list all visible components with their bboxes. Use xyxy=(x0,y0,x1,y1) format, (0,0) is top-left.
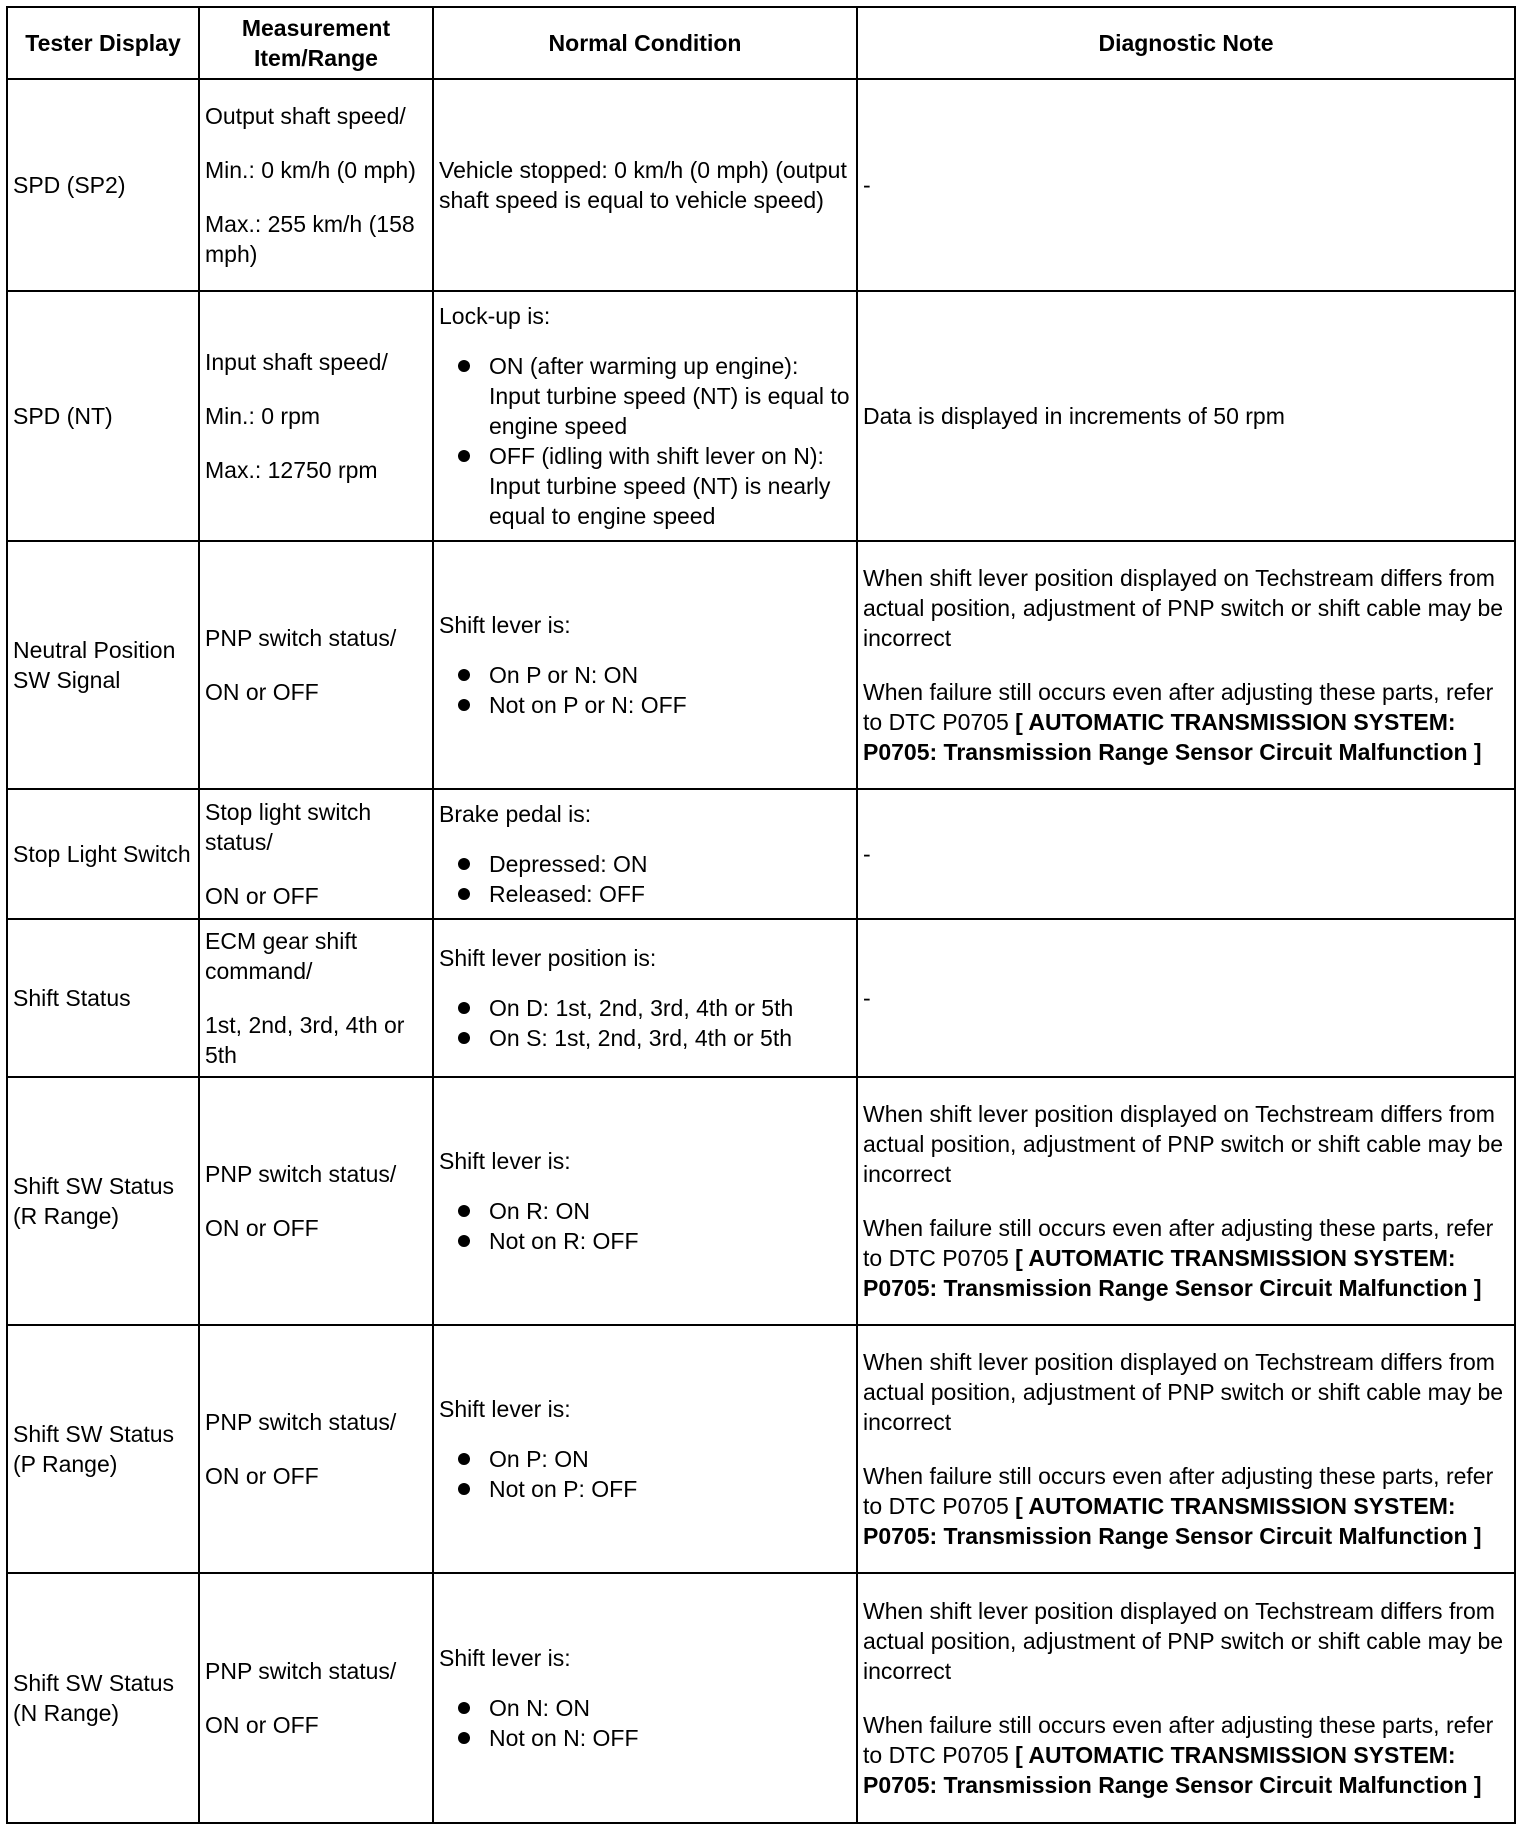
tester-display-cell: SPD (SP2) xyxy=(7,79,199,291)
measurement-line: PNP switch status/ xyxy=(205,1161,397,1187)
header-normal-condition: Normal Condition xyxy=(433,7,857,79)
dtc-reference: [ AUTOMATIC TRANSMISSION SYSTEM: P0705: Transmission Range Sensor Circuit Malfunction ] xyxy=(863,709,1482,765)
condition-list xyxy=(439,351,851,531)
measurement-cell xyxy=(199,919,433,1077)
tester-display-cell: Stop Light Switch xyxy=(7,789,199,919)
condition-intro: Vehicle stopped: 0 km/h (0 mph) (output shaft speed is equal to vehicle speed) xyxy=(439,157,847,213)
note-text: When failure still occurs even after adjusting these parts, refer to DTC P0705 xyxy=(863,1712,1494,1768)
table-row xyxy=(7,541,1515,789)
measurement-line: Max.: 255 km/h (158 mph) xyxy=(205,211,415,267)
condition-list xyxy=(439,1444,851,1504)
condition-intro: Shift lever position is: xyxy=(439,945,657,971)
note-paragraph: When shift lever position displayed on Techstream differs from actual position, adjustment of PNP switch or shift cable may be incorrect xyxy=(863,1598,1504,1684)
measurement-line: ECM gear shift command/ xyxy=(205,928,358,984)
condition-item: On P: ON xyxy=(439,1444,851,1474)
condition-item: On D: 1st, 2nd, 3rd, 4th or 5th xyxy=(439,993,851,1023)
measurement-cell xyxy=(199,789,433,919)
table-row xyxy=(7,789,1515,919)
diagnostic-note-cell xyxy=(857,1077,1515,1325)
measurement-cell xyxy=(199,1325,433,1573)
condition-item: Not on P: OFF xyxy=(439,1474,851,1504)
header-tester-display: Tester Display xyxy=(7,7,199,79)
normal-condition-cell xyxy=(433,79,857,291)
condition-item: On N: ON xyxy=(439,1693,851,1723)
note-paragraph xyxy=(863,677,1509,767)
measurement-line: Min.: 0 rpm xyxy=(205,403,321,429)
tester-display-cell: Shift Status xyxy=(7,919,199,1077)
note-text: When failure still occurs even after adjusting these parts, refer to DTC P0705 xyxy=(863,1463,1494,1519)
normal-condition-cell xyxy=(433,919,857,1077)
measurement-cell xyxy=(199,291,433,541)
normal-condition-cell xyxy=(433,291,857,541)
header-measurement-item: Measurement Item/Range xyxy=(199,7,433,79)
tester-display-cell: Shift SW Status (R Range) xyxy=(7,1077,199,1325)
condition-item: Depressed: ON xyxy=(439,849,851,879)
diagnostic-note-cell xyxy=(857,789,1515,919)
note-text: - xyxy=(863,985,871,1011)
condition-item: OFF (idling with shift lever on N): Input turbine speed (NT) is nearly equal to engine speed xyxy=(439,441,851,531)
note-paragraph xyxy=(863,1710,1509,1800)
condition-intro: Shift lever is: xyxy=(439,1396,571,1422)
table-row xyxy=(7,1573,1515,1823)
table-row xyxy=(7,1325,1515,1573)
condition-list xyxy=(439,1196,851,1256)
note-paragraph: When shift lever position displayed on Techstream differs from actual position, adjustment of PNP switch or shift cable may be incorrect xyxy=(863,1101,1504,1187)
tester-display-cell: SPD (NT) xyxy=(7,291,199,541)
measurement-cell xyxy=(199,541,433,789)
condition-item: Released: OFF xyxy=(439,879,851,909)
measurement-line: PNP switch status/ xyxy=(205,1658,397,1684)
condition-item: On S: 1st, 2nd, 3rd, 4th or 5th xyxy=(439,1023,851,1053)
normal-condition-cell xyxy=(433,1325,857,1573)
diagnostic-note-cell xyxy=(857,291,1515,541)
normal-condition-cell xyxy=(433,1573,857,1823)
note-text: Data is displayed in increments of 50 rpm xyxy=(863,403,1285,429)
measurement-line: PNP switch status/ xyxy=(205,625,397,651)
measurement-line: Max.: 12750 rpm xyxy=(205,457,378,483)
tester-display-cell: Neutral Position SW Signal xyxy=(7,541,199,789)
tester-display-cell: Shift SW Status (P Range) xyxy=(7,1325,199,1573)
condition-intro: Shift lever is: xyxy=(439,1148,571,1174)
table-row xyxy=(7,919,1515,1077)
note-text: - xyxy=(863,841,871,867)
condition-list xyxy=(439,1693,851,1753)
measurement-cell xyxy=(199,1573,433,1823)
header-row xyxy=(7,7,1515,79)
normal-condition-cell xyxy=(433,1077,857,1325)
condition-item: On R: ON xyxy=(439,1196,851,1226)
note-paragraph: When shift lever position displayed on Techstream differs from actual position, adjustment of PNP switch or shift cable may be incorrect xyxy=(863,565,1504,651)
diagnostic-note-cell xyxy=(857,79,1515,291)
diagnostic-note-cell xyxy=(857,919,1515,1077)
condition-intro: Brake pedal is: xyxy=(439,801,592,827)
dtc-reference: [ AUTOMATIC TRANSMISSION SYSTEM: P0705: Transmission Range Sensor Circuit Malfunction ] xyxy=(863,1742,1482,1798)
note-paragraph: When shift lever position displayed on Techstream differs from actual position, adjustment of PNP switch or shift cable may be incorrect xyxy=(863,1349,1504,1435)
condition-intro: Lock-up is: xyxy=(439,303,551,329)
condition-list xyxy=(439,849,851,909)
measurement-line: 1st, 2nd, 3rd, 4th or 5th xyxy=(205,1012,405,1068)
tester-display-cell: Shift SW Status (N Range) xyxy=(7,1573,199,1823)
measurement-cell xyxy=(199,1077,433,1325)
measurement-line: ON or OFF xyxy=(205,883,319,909)
table-row xyxy=(7,1077,1515,1325)
measurement-line: Min.: 0 km/h (0 mph) xyxy=(205,157,416,183)
note-paragraph xyxy=(863,1461,1509,1551)
condition-intro: Shift lever is: xyxy=(439,1645,571,1671)
diagnostic-note-cell xyxy=(857,1573,1515,1823)
dtc-reference: [ AUTOMATIC TRANSMISSION SYSTEM: P0705: Transmission Range Sensor Circuit Malfunction ] xyxy=(863,1245,1482,1301)
note-text: When failure still occurs even after adjusting these parts, refer to DTC P0705 xyxy=(863,1215,1494,1271)
condition-intro: Shift lever is: xyxy=(439,612,571,638)
diagnostic-note-cell xyxy=(857,541,1515,789)
measurement-line: ON or OFF xyxy=(205,1215,319,1241)
measurement-line: ON or OFF xyxy=(205,1712,319,1738)
note-paragraph xyxy=(863,1213,1509,1303)
table-row xyxy=(7,79,1515,291)
data-list-table xyxy=(6,6,1516,1824)
measurement-line: Output shaft speed/ xyxy=(205,103,406,129)
table-row xyxy=(7,291,1515,541)
condition-item: Not on P or N: OFF xyxy=(439,690,851,720)
condition-list xyxy=(439,993,851,1053)
condition-item: On P or N: ON xyxy=(439,660,851,690)
condition-item: Not on R: OFF xyxy=(439,1226,851,1256)
dtc-reference: [ AUTOMATIC TRANSMISSION SYSTEM: P0705: Transmission Range Sensor Circuit Malfunction ] xyxy=(863,1493,1482,1549)
diagnostic-note-cell xyxy=(857,1325,1515,1573)
table-body xyxy=(7,79,1515,1823)
condition-item: ON (after warming up engine): Input turbine speed (NT) is equal to engine speed xyxy=(439,351,851,441)
measurement-line: Stop light switch status/ xyxy=(205,799,372,855)
normal-condition-cell xyxy=(433,789,857,919)
table-header xyxy=(7,7,1515,79)
measurement-line: ON or OFF xyxy=(205,1463,319,1489)
header-diagnostic-note: Diagnostic Note xyxy=(857,7,1515,79)
measurement-line: PNP switch status/ xyxy=(205,1409,397,1435)
normal-condition-cell xyxy=(433,541,857,789)
condition-item: Not on N: OFF xyxy=(439,1723,851,1753)
measurement-line: Input shaft speed/ xyxy=(205,349,388,375)
measurement-cell xyxy=(199,79,433,291)
measurement-line: ON or OFF xyxy=(205,679,319,705)
condition-list xyxy=(439,660,851,720)
note-text: When failure still occurs even after adjusting these parts, refer to DTC P0705 xyxy=(863,679,1494,735)
note-text: - xyxy=(863,172,871,198)
